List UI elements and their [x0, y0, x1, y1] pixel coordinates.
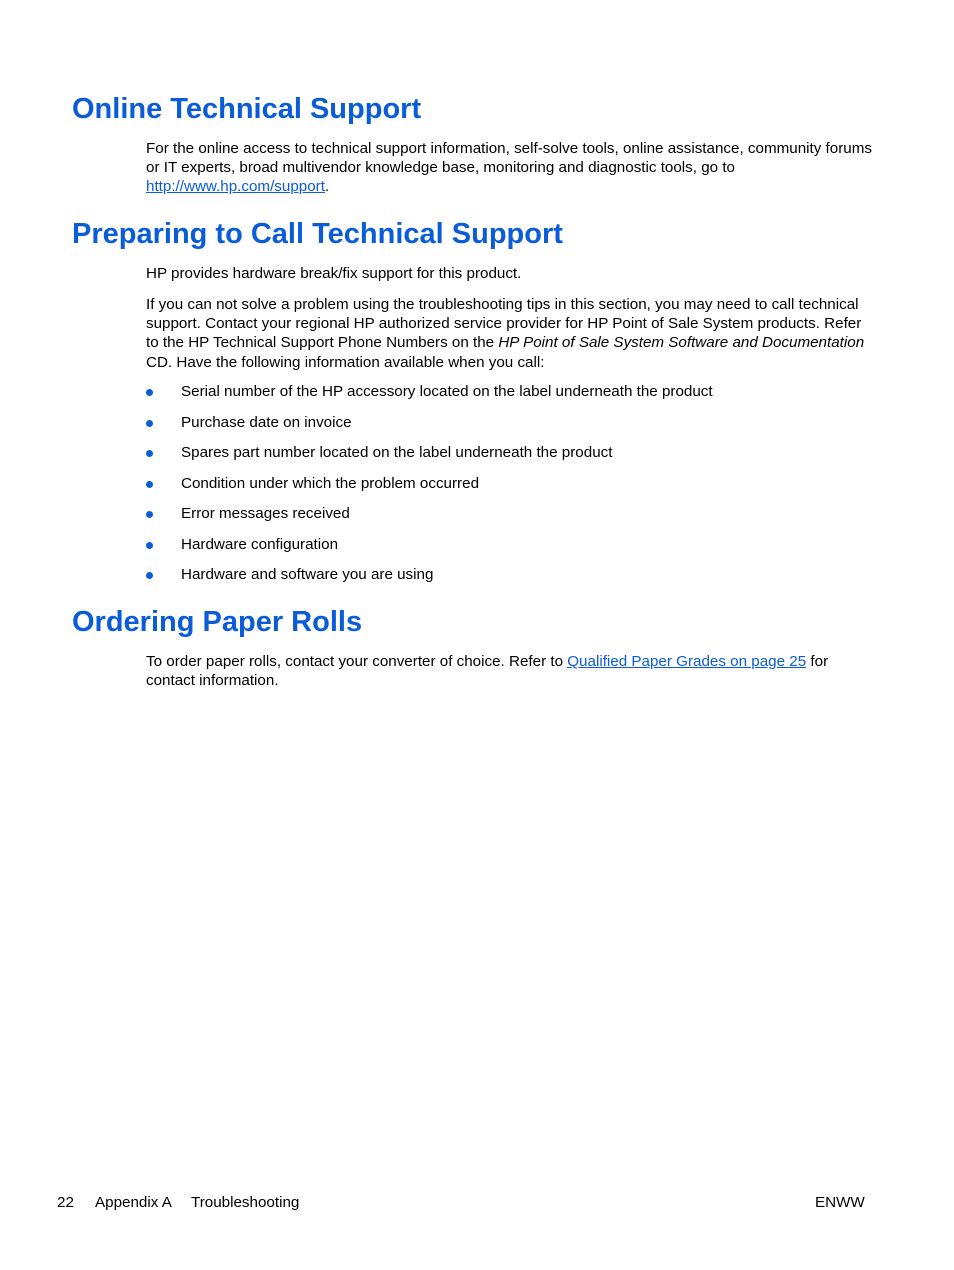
qualified-paper-grades-link[interactable]: Qualified Paper Grades on page 25 — [567, 653, 807, 670]
call-support-paragraph: If you can not solve a problem using the troubleshooting tips in this section, you may need to call technical support. Contact your regional HP authorized service provider for HP Point of Sale System products. Refer to the HP Technical Support Phone Numbers on the HP Point of Sale System Software and Documentation CD. Have the following information available when you call: — [146, 296, 865, 371]
heading-preparing-to-call: Preparing to Call Technical Support — [72, 218, 563, 250]
bullet-icon — [146, 572, 153, 579]
bullet-icon — [146, 481, 153, 488]
call-info-list — [146, 382, 876, 596]
footer-enww: ENWW — [815, 1194, 865, 1211]
bullet-icon — [146, 511, 153, 518]
heading-ordering-paper-rolls: Ordering Paper Rolls — [72, 606, 363, 638]
footer-chapter: Appendix A — [95, 1194, 172, 1211]
hp-support-link[interactable]: http://www.hp.com/support — [146, 178, 325, 196]
bullet-icon — [146, 450, 153, 457]
list-item: Spares part number located on the label underneath the product — [146, 443, 876, 474]
footer-page-number: 22 — [57, 1194, 74, 1211]
online-support-paragraph: For the online access to technical support information, self-solve tools, online assistance, community forums or IT experts, broad multivendor knowledge base, monitoring and diagnostic tools, go to http://www.hp.com/support. — [146, 140, 872, 196]
list-item: Condition under which the problem occurred — [146, 474, 876, 505]
list-item: Serial number of the HP accessory located on the label underneath the product — [146, 382, 876, 413]
hardware-support-paragraph: HP provides hardware break/fix support for this product. — [146, 265, 522, 282]
list-item: Hardware and software you are using — [146, 565, 876, 596]
bullet-icon — [146, 389, 153, 396]
footer-chapter-title: Troubleshooting — [191, 1194, 300, 1211]
bullet-icon — [146, 542, 153, 549]
paper-rolls-paragraph: To order paper rolls, contact your converter of choice. Refer to Qualified Paper Grades on page 25 for contact information. — [146, 653, 829, 690]
list-item: Hardware configuration — [146, 535, 876, 566]
list-item: Error messages received — [146, 504, 876, 535]
bullet-icon — [146, 420, 153, 427]
list-item: Purchase date on invoice — [146, 413, 876, 444]
heading-online-technical-support: Online Technical Support — [72, 93, 422, 125]
